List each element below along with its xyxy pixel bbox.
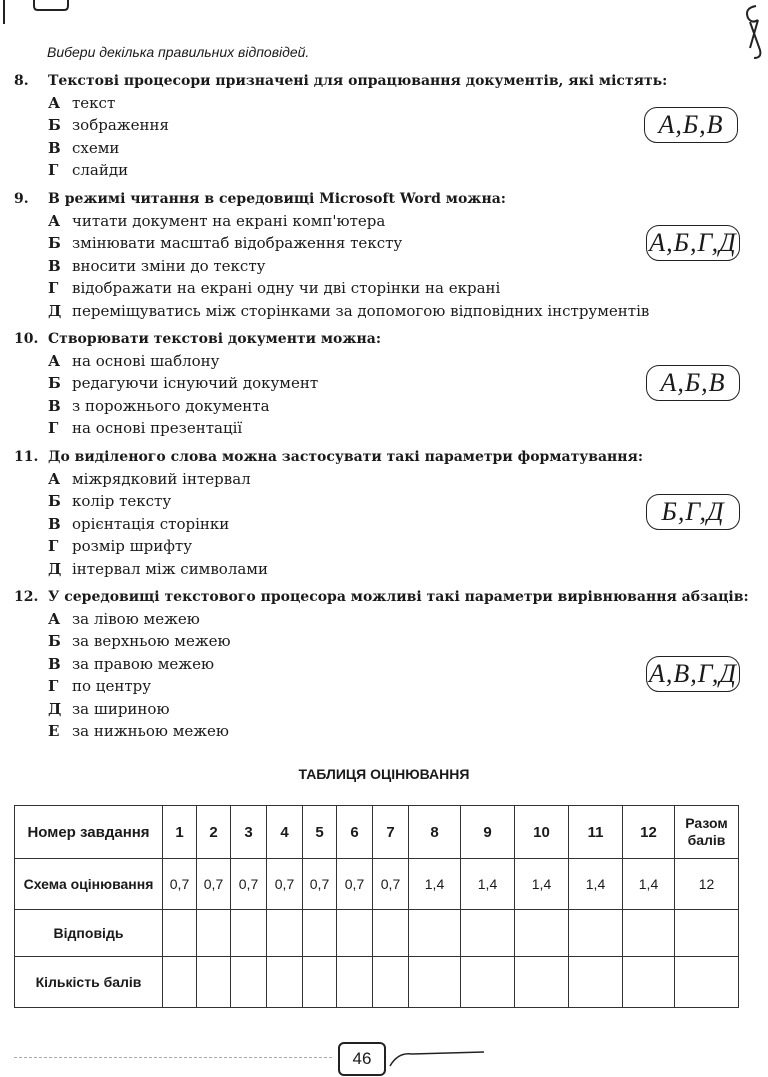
answer-cell[interactable] bbox=[231, 910, 267, 957]
question-12 bbox=[14, 586, 754, 742]
task-number: 7 bbox=[373, 806, 409, 859]
table-row bbox=[15, 910, 739, 957]
answer-cell[interactable] bbox=[197, 910, 231, 957]
question-9 bbox=[14, 188, 754, 322]
answer-cell[interactable] bbox=[623, 910, 675, 957]
points-cell[interactable] bbox=[623, 957, 675, 1008]
task-number: 9 bbox=[461, 806, 515, 859]
points-cell[interactable] bbox=[515, 957, 569, 1008]
option: Д переміщуватись між сторінками за допомогою відповідних інструментів bbox=[48, 301, 650, 320]
points-cell[interactable] bbox=[373, 957, 409, 1008]
grading-table-title: ТАБЛИЦЯ ОЦІНЮВАННЯ bbox=[298, 766, 470, 782]
row-label: Кількість балів bbox=[15, 957, 163, 1008]
score-cell: 0,7 bbox=[303, 859, 337, 910]
option: Б за верхньою межею bbox=[48, 632, 231, 651]
score-cell: 0,7 bbox=[267, 859, 303, 910]
task-number: 5 bbox=[303, 806, 337, 859]
points-cell[interactable] bbox=[267, 957, 303, 1008]
score-cell: 0,7 bbox=[163, 859, 197, 910]
answer-cell[interactable] bbox=[267, 910, 303, 957]
question-number: 12. bbox=[14, 589, 39, 605]
total-score: 12 bbox=[675, 859, 739, 910]
question-title bbox=[14, 446, 754, 468]
option: Д інтервал між символами bbox=[48, 559, 268, 578]
task-number: 8 bbox=[409, 806, 461, 859]
answer-cell[interactable] bbox=[373, 910, 409, 957]
answer-cell[interactable] bbox=[569, 910, 623, 957]
question-text: Текстові процесори призначені для опрацювання документів, які містять: bbox=[48, 73, 668, 89]
points-cell[interactable] bbox=[231, 957, 267, 1008]
option: А за лівою межею bbox=[48, 610, 200, 628]
option: В схеми bbox=[48, 138, 120, 157]
option: Б зображення bbox=[48, 116, 169, 135]
score-cell: 1,4 bbox=[515, 859, 569, 910]
option: Г на основі презентації bbox=[48, 419, 243, 438]
score-cell: 0,7 bbox=[231, 859, 267, 910]
question-title bbox=[14, 328, 754, 350]
option: Б колір тексту bbox=[48, 492, 172, 511]
score-cell: 1,4 bbox=[569, 859, 623, 910]
score-cell: 0,7 bbox=[197, 859, 231, 910]
question-text: У середовищі текстового процесора можливі такі параметри вирівнювання абзаців: bbox=[48, 589, 749, 605]
page-number: 46 bbox=[338, 1042, 386, 1076]
option: А міжрядковий інтервал bbox=[48, 470, 251, 488]
points-cell[interactable] bbox=[163, 957, 197, 1008]
task-number: 12 bbox=[623, 806, 675, 859]
table-row bbox=[15, 806, 739, 859]
option: Д за шириною bbox=[48, 699, 170, 718]
points-cell[interactable] bbox=[569, 957, 623, 1008]
option: А читати документ на екрані комп'ютера bbox=[48, 212, 386, 230]
points-cell[interactable] bbox=[461, 957, 515, 1008]
option: А текст bbox=[48, 94, 116, 112]
task-number: 2 bbox=[197, 806, 231, 859]
option: Г відображати на екрані одну чи дві сторінки на екрані bbox=[48, 279, 501, 298]
total-header: Разом балів bbox=[675, 806, 739, 859]
answer-cell[interactable] bbox=[337, 910, 373, 957]
question-10 bbox=[14, 328, 754, 440]
option: А на основі шаблону bbox=[48, 352, 220, 370]
answer-cell[interactable] bbox=[675, 910, 739, 957]
question-text: До виділеного слова можна застосувати такі параметри форматування: bbox=[48, 449, 644, 465]
task-number: 1 bbox=[163, 806, 197, 859]
score-cell: 1,4 bbox=[461, 859, 515, 910]
question-number: 9. bbox=[14, 191, 29, 207]
option: В вносити зміни до тексту bbox=[48, 256, 266, 275]
question-11 bbox=[14, 446, 754, 580]
answer-box-12: А,В,Г,Д bbox=[646, 656, 740, 692]
question-number: 10. bbox=[14, 331, 39, 347]
option: Е за нижньою межею bbox=[48, 722, 229, 741]
table-row bbox=[15, 957, 739, 1008]
points-cell[interactable] bbox=[675, 957, 739, 1008]
question-8 bbox=[14, 70, 754, 182]
option: В орієнтація сторінки bbox=[48, 514, 230, 533]
option: В з порожнього документа bbox=[48, 396, 270, 415]
question-text: Створювати текстові документи можна: bbox=[48, 331, 382, 347]
corner-bracket-left bbox=[0, 0, 80, 30]
task-number: 6 bbox=[337, 806, 373, 859]
points-cell[interactable] bbox=[303, 957, 337, 1008]
answer-box-8: А,Б,В bbox=[644, 107, 738, 143]
option: Г розмір шрифту bbox=[48, 537, 193, 556]
footer-divider-left bbox=[14, 1057, 332, 1058]
option: В за правою межею bbox=[48, 654, 215, 673]
task-number: 3 bbox=[231, 806, 267, 859]
grading-table bbox=[14, 805, 739, 1008]
question-title bbox=[14, 70, 754, 92]
answer-cell[interactable] bbox=[515, 910, 569, 957]
question-title bbox=[14, 586, 754, 608]
option: Г по центру bbox=[48, 677, 152, 696]
task-number: 10 bbox=[515, 806, 569, 859]
question-title bbox=[14, 188, 754, 210]
answer-box-9: А,Б,Г,Д bbox=[646, 225, 740, 261]
score-cell: 1,4 bbox=[623, 859, 675, 910]
question-text: В режимі читання в середовищі Microsoft Word можна: bbox=[48, 191, 506, 207]
answer-cell[interactable] bbox=[461, 910, 515, 957]
option: Г слайди bbox=[48, 161, 129, 180]
row-label: Номер завдання bbox=[15, 806, 163, 859]
score-cell: 0,7 bbox=[373, 859, 409, 910]
task-number: 4 bbox=[267, 806, 303, 859]
answer-box-11: Б,Г,Д bbox=[646, 494, 740, 530]
question-number: 11. bbox=[14, 449, 39, 465]
points-cell[interactable] bbox=[337, 957, 373, 1008]
answer-cell[interactable] bbox=[163, 910, 197, 957]
task-number: 11 bbox=[569, 806, 623, 859]
answer-box-10: А,Б,В bbox=[646, 365, 740, 401]
option: Б змінювати масштаб відображення тексту bbox=[48, 234, 403, 253]
points-cell[interactable] bbox=[409, 957, 461, 1008]
points-cell[interactable] bbox=[197, 957, 231, 1008]
row-label: Схема оцінювання bbox=[15, 859, 163, 910]
instruction-text: Вибери декілька правильних відповідей. bbox=[47, 44, 310, 60]
score-cell: 1,4 bbox=[409, 859, 461, 910]
question-number: 8. bbox=[14, 73, 29, 89]
footer-swash bbox=[388, 1046, 488, 1070]
scissors-icon bbox=[738, 2, 766, 62]
option: Б редагуючи існуючий документ bbox=[48, 374, 319, 393]
table-row bbox=[15, 859, 739, 910]
row-label: Відповідь bbox=[15, 910, 163, 957]
answer-cell[interactable] bbox=[303, 910, 337, 957]
answer-cell[interactable] bbox=[409, 910, 461, 957]
score-cell: 0,7 bbox=[337, 859, 373, 910]
